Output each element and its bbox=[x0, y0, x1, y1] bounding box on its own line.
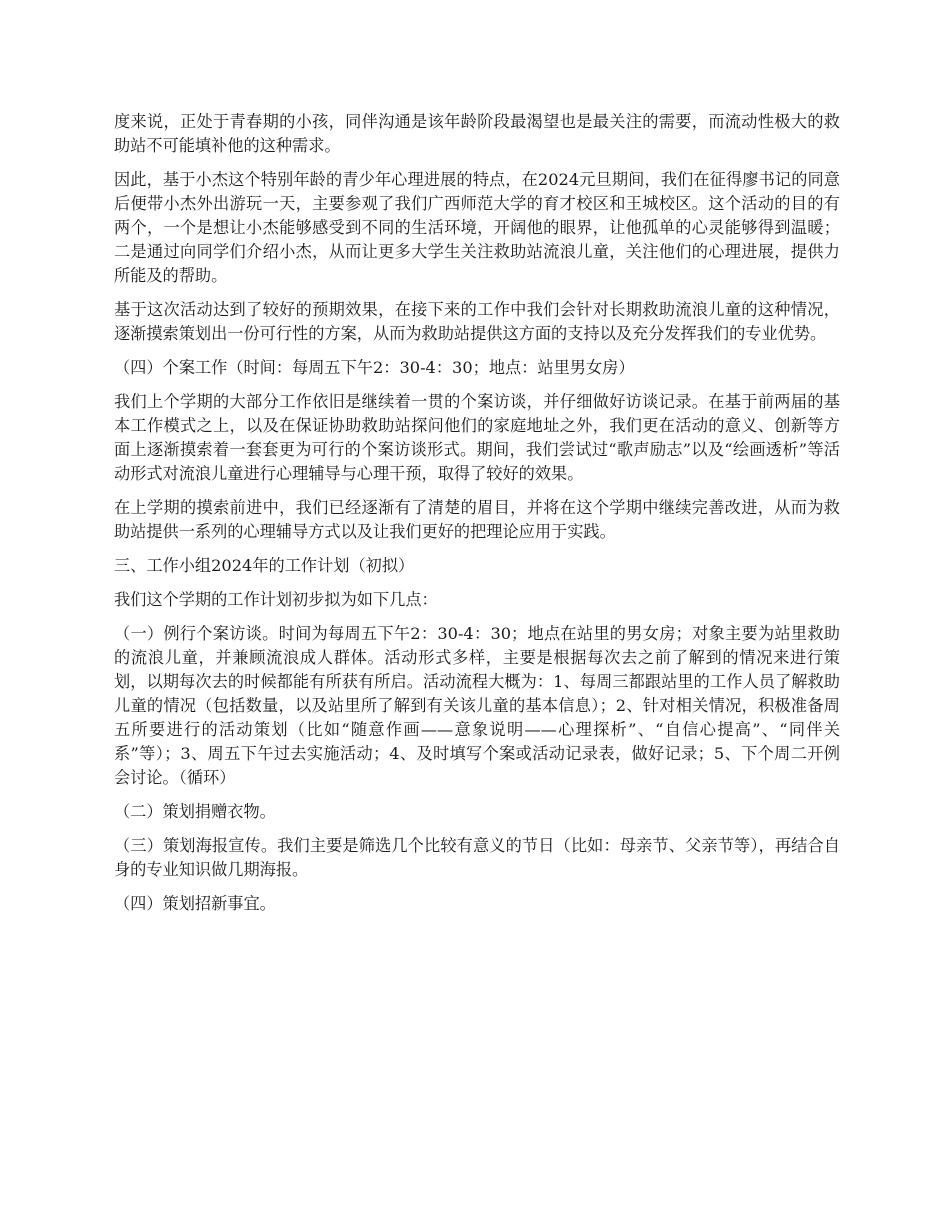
paragraph-last-semester: 在上学期的摸索前进中，我们已经逐渐有了清楚的眉目，并将在这个学期中继续完善改进，从而为救助站提供一系列的心理辅导方式以及让我们更好的把理论应用于实践。 bbox=[114, 498, 840, 541]
paragraph-new-year-outing: 因此，基于小杰这个特别年龄的青少年心理进展的特点，在2024元旦期间，我们在征得廖书记的同意后便带小杰外出游玩一天，主要参观了我们广西师范大学的育才校区和王城校区。这个活动的目的有两个，一个是想让小杰能够感受到不同的生活环境，开阔他的眼界，让他孤单的心灵能够得到温暖；二是通过向同学们介绍小杰，从而让更多大学生关注救助站流浪儿童，关注他们的心理进展，提供力所能及的帮助。 bbox=[114, 170, 840, 285]
plan-item-recruitment: （四）策划招新事宜。 bbox=[114, 894, 276, 913]
plan-item-clothing-donation: （二）策划捐赠衣物。 bbox=[114, 802, 276, 821]
paragraph-activity-effect: 基于这次活动达到了较好的预期效果，在接下来的工作中我们会针对长期救助流浪儿童的这种情况，逐渐摸索策划出一份可行性的方案，从而为救助站提供这方面的支持以及充分发挥我们的专业优势。 bbox=[114, 300, 840, 343]
paragraph-counseling-needs: 度来说，正处于青春期的小孩，同伴沟通是该年龄阶段最渴望也是最关注的需要，而流动性极大的救助站不可能填补他的这种需求。 bbox=[114, 112, 840, 155]
document-page bbox=[114, 110, 840, 926]
section-heading-case-work: （四）个案工作（时间：每周五下午2：30-4：30；地点：站里男女房） bbox=[114, 358, 635, 377]
plan-item-routine-interviews: （一）例行个案访谈。时间为每周五下午2：30-4：30；地点在站里的男女房；对象主要为站里救助的流浪儿童，并兼顾流浪成人群体。活动形式多样，主要是根据每次去之前了解到的情况来进行策划，以期每次去的时候都能有所获有所启。活动流程大概为：1、每周三都跟站里的工作人员了解救助儿童的情况（包括数量，以及站里所了解到有关该儿童的基本信息）；2、针对相关情况，积极准备周五所要进行的活动策划（比如“随意作画——意象说明——心理探析”、“自信心提高”、“同伴关系”等）；3、周五下午过去实施活动；4、及时填写个案或活动记录表，做好记录；5、下个周二开例会讨论。（循环） bbox=[114, 624, 841, 787]
section-heading-work-plan: 三、工作小组2024年的工作计划（初拟） bbox=[114, 556, 415, 575]
paragraph-case-interviews: 我们上个学期的大部分工作依旧是继续着一贯的个案访谈，并仔细做好访谈记录。在基于前两届的基本工作模式之上，以及在保证协助救助站探问他们的家庭地址之外，我们更在活动的意义、创新等方面上逐渐摸索着一套套更为可行的个案访谈形式。期间，我们尝试过“歌声励志”以及“绘画透析”等活动形式对流浪儿童进行心理辅导与心理干预，取得了较好的效果。 bbox=[114, 392, 840, 483]
paragraph-plan-intro: 我们这个学期的工作计划初步拟为如下几点： bbox=[114, 590, 438, 609]
plan-item-poster-campaign: （三）策划海报宣传。我们主要是筛选几个比较有意义的节日（比如：母亲节、父亲节等），再结合自身的专业知识做几期海报。 bbox=[114, 836, 840, 879]
